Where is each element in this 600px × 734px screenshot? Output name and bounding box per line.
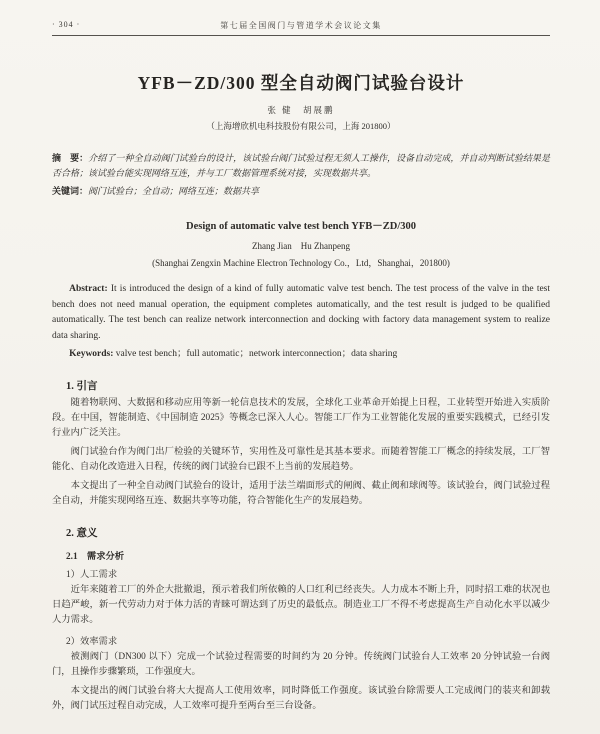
keywords-cn-label: 关键词：	[52, 186, 89, 197]
section-1-paragraph-2: 阀门试验台作为阀门出厂检验的关键环节，实用性及可靠性是其基本要求。而随着智能工厂概念的持续发展，工厂智能化、自动化改造进入日程，传统的阀门试验台已跟不上当前的发展趋势。	[52, 446, 550, 473]
section-2-item-2-heading: 2）效率需求	[66, 636, 118, 647]
section-2-item-2-paragraph-1: 被测阀门（DN300 以下）完成一个试验过程需要的时间约为 20 分钟。传统阀门试验台人工效率 20 分钟试验一台阀门，且操作步骤繁琐，工作强度大。	[52, 651, 550, 678]
abstract-en	[52, 282, 550, 346]
paper-title-cn: YFB－ZD/300 型全自动阀门试验台设计	[137, 73, 465, 93]
section-1-paragraph-3: 本文提出了一种全自动阀门试验台的设计，适用于法兰端面形式的闸阀、截止阀和球阀等。该试验台，阀门试验过程全自动，并能实现网络互连、数据共享等功能，符合智能化生产的发展趋势。	[52, 480, 550, 507]
keywords-en	[52, 347, 550, 362]
section-2-1-heading: 2.1 需求分析	[66, 551, 125, 562]
keywords-en-text: valve test bench；full automatic；network interconnection；data sharing	[115, 349, 398, 360]
section-2-item-1-heading: 1）人工需求	[66, 569, 118, 580]
abstract-cn	[52, 151, 550, 180]
abstract-cn-text: 介绍了一种全自动阀门试验台的设计，该试验台阀门试验过程无须人工操作，设备自动完成，并自动判断试验结果是否合格；该试验台能实现网络互连，并与工厂数据管理系统对接，实现数据共享。	[52, 153, 550, 178]
section-2-heading: 2. 意义	[66, 527, 98, 539]
keywords-en-label: Keywords:	[69, 349, 114, 360]
keywords-cn-text: 阀门试验台；全自动；网络互连；数据共享	[88, 186, 260, 197]
section-1-paragraph-1: 随着物联网、大数据和移动应用等新一轮信息技术的发展，全球化工业革命开始提上日程，工业转型开始进入实质阶段。在中国，智能制造、《中国制造 2025》等概念已深入人心。智能工厂作为工业智能化发展的重要实践模式，已经引发行业内广泛关注。	[52, 397, 550, 439]
abstract-cn-label: 摘 要：	[52, 153, 89, 163]
abstract-en-label: Abstract:	[69, 283, 108, 294]
page-header	[52, 20, 550, 33]
authors-cn: 张 健 胡展鹏	[267, 105, 335, 115]
paper-title-en: Design of automatic valve test bench YFB－ZD/300	[185, 220, 416, 232]
header-rule	[52, 35, 550, 36]
section-1-heading: 1. 引言	[66, 380, 98, 392]
page-number: · 304 ·	[52, 20, 81, 29]
proceedings-title: 第七届全国阀门与管道学术会议论文集	[220, 21, 382, 30]
section-2-item-2-paragraph-2: 本文提出的阀门试验台将大大提高人工使用效率，同时降低工作强度。该试验台除需要人工完成阀门的装夹和卸载外，阀门试压过程自动完成，人工效率可提升至两台至三台设备。	[52, 685, 550, 712]
affiliation-en: (Shanghai Zengxin Machine Electron Technology Co.，Ltd，Shanghai，201800)	[152, 257, 450, 268]
keywords-cn	[52, 184, 550, 198]
affiliation-cn: （上海增欣机电科技股份有限公司，上海 201800）	[206, 121, 396, 131]
abstract-en-text: It is introduced the design of a kind of fully automatic valve test bench. The test process of the valve in the test bench does not need manual operation, the equipment completes automatically, and the test result is judged to be qualified automatically. The test bench can realize network interconnection and docking with factory data management system to realize data sharing.	[52, 283, 551, 342]
authors-en: Zhang Jian Hu Zhanpeng	[252, 240, 350, 251]
section-2-item-1-paragraph: 近年来随着工厂的外企大批撤退，预示着我们所依赖的人口红利已经丧失。人力成本不断上升，同时招工难的状况也日趋严峻，新一代劳动力对于体力活的青睐可谓达到了历史的最低点。制造业工厂不得不考虑提高生产自动化水平以减少人力需求。	[52, 584, 550, 626]
